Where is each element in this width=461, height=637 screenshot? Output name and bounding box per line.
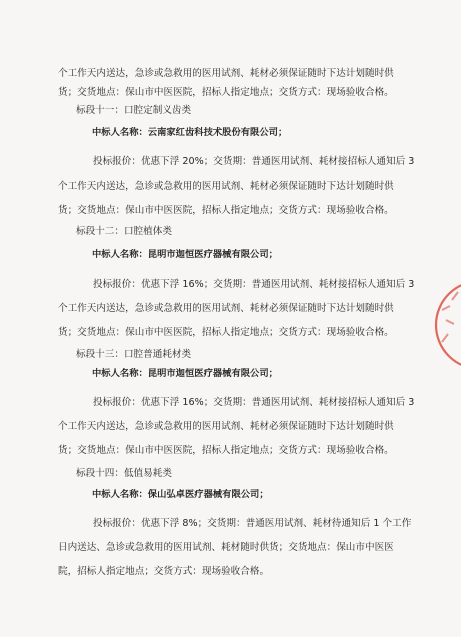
winner-name: 中标人名称：昆明市迦恒医疗器械有限公司； bbox=[92, 368, 278, 379]
winner-name: 中标人名称：保山弘卓医疗器械有限公司； bbox=[92, 489, 269, 500]
winner-name: 中标人名称：云南家红齿科技术股份有限公司； bbox=[92, 127, 288, 138]
body-text-line: 投标报价：优惠下浮 8%；交货期：普通医用试剂、耗材待通知后 1 个工作 bbox=[93, 518, 412, 529]
body-text-line: 个工作天内送达，急诊或急救用的医用试剂、耗材必须保证随时下达计划随时供 bbox=[58, 421, 394, 432]
body-text-line: 货；交货地点：保山市中医医院，招标人指定地点；交货方式：现场验收合格。 bbox=[58, 87, 394, 98]
body-text-line: 个工作天内送达，急诊或急救用的医用试剂、耗材必须保证随时下达计划随时供 bbox=[58, 181, 394, 192]
section-heading: 标段十三：口腔普通耗材类 bbox=[76, 349, 192, 360]
body-text-line: 货；交货地点：保山市中医医院，招标人指定地点；交货方式：现场验收合格。 bbox=[58, 327, 394, 338]
section-heading: 标段十二：口腔植体类 bbox=[76, 226, 172, 237]
winner-name: 中标人名称：昆明市迦恒医疗器械有限公司； bbox=[92, 249, 278, 260]
body-text-line: 个工作天内送达，急诊或急救用的医用试剂、耗材必须保证随时下达计划随时供 bbox=[58, 303, 394, 314]
body-text-line: 个工作天内送达，急诊或急救用的医用试剂、耗材必须保证随时下达计划随时供 bbox=[58, 68, 394, 79]
section-heading: 标段十四：低值易耗类 bbox=[76, 468, 172, 479]
red-seal-stamp bbox=[428, 270, 461, 380]
body-text-line: 货；交货地点：保山市中医医院，招标人指定地点；交货方式：现场验收合格。 bbox=[58, 205, 394, 216]
section-heading: 标段十一：口腔定制义齿类 bbox=[76, 105, 192, 116]
body-text-line: 投标报价：优惠下浮 20%；交货期：普通医用试剂、耗材接招标人通知后 3 bbox=[93, 156, 415, 167]
body-text-line: 院，招标人指定地点；交货方式：现场验收合格。 bbox=[58, 566, 270, 577]
body-text-line: 货；交货地点：保山市中医医院，招标人指定地点；交货方式：现场验收合格。 bbox=[58, 445, 394, 456]
body-text-line: 投标报价：优惠下浮 16%；交货期：普通医用试剂、耗材接招标人通知后 3 bbox=[93, 279, 415, 290]
body-text-line: 投标报价：优惠下浮 16%；交货期：普通医用试剂、耗材接招标人通知后 3 bbox=[93, 397, 415, 408]
body-text-line: 日内送达、急诊或急救用的医用试剂、耗材随时供货；交货地点：保山市中医医 bbox=[58, 542, 394, 553]
